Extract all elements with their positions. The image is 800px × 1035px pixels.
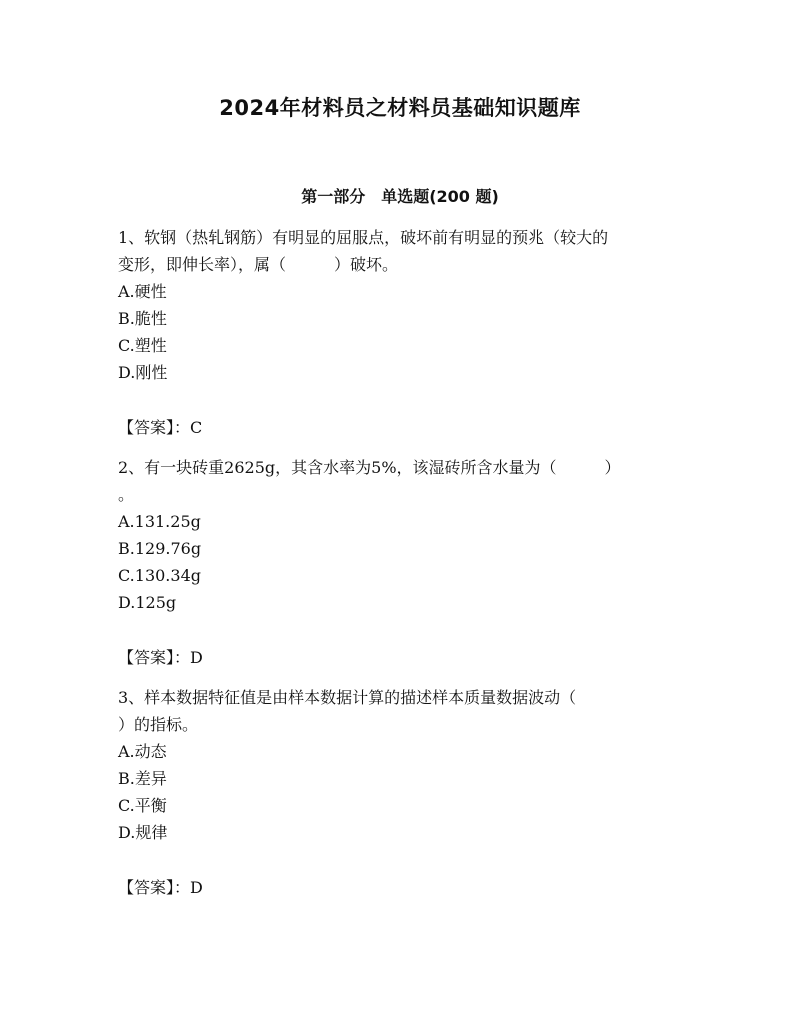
answer-line: [118, 418, 202, 438]
option-a: A.硬性: [118, 282, 167, 301]
question-stem-line: 3、样本数据特征值是由样本数据计算的描述样本质量数据波动（: [118, 688, 577, 707]
option-d: D.125g: [118, 593, 177, 612]
answer-line: [118, 648, 203, 668]
question-stem-line: 2、有一块砖重2625g，其含水率为5%，该湿砖所含水量为（ ）: [118, 458, 621, 477]
answer-value: D: [190, 648, 203, 667]
answer-label: 【答案】：: [118, 418, 191, 437]
answer-value: D: [190, 878, 203, 897]
question-stem-line: 。: [118, 485, 135, 504]
question-stem-line: 1、软钢（热轧钢筋）有明显的屈服点，破坏前有明显的预兆（较大的: [118, 228, 609, 247]
option-a: A.动态: [118, 742, 167, 761]
document-title: 2024年材料员之材料员基础知识题库: [219, 96, 581, 120]
answer-label: 【答案】：: [118, 878, 191, 897]
question-stem-line: ）的指标。: [118, 715, 199, 734]
option-d: D.规律: [118, 823, 168, 842]
option-d: D.刚性: [118, 363, 168, 382]
option-c: C.130.34g: [118, 566, 201, 585]
option-b: B.129.76g: [118, 539, 202, 558]
answer-value: C: [190, 418, 203, 437]
section-heading: 第一部分 单选题(200 题): [301, 187, 499, 206]
option-b: B.差异: [118, 769, 167, 788]
option-c: C.塑性: [118, 336, 167, 355]
question-stem-line: 变形，即伸长率），属（ ）破坏。: [118, 255, 399, 274]
answer-line: [118, 878, 203, 898]
answer-label: 【答案】：: [118, 648, 191, 667]
option-c: C.平衡: [118, 796, 167, 815]
option-b: B.脆性: [118, 309, 167, 328]
option-a: A.131.25g: [118, 512, 201, 531]
